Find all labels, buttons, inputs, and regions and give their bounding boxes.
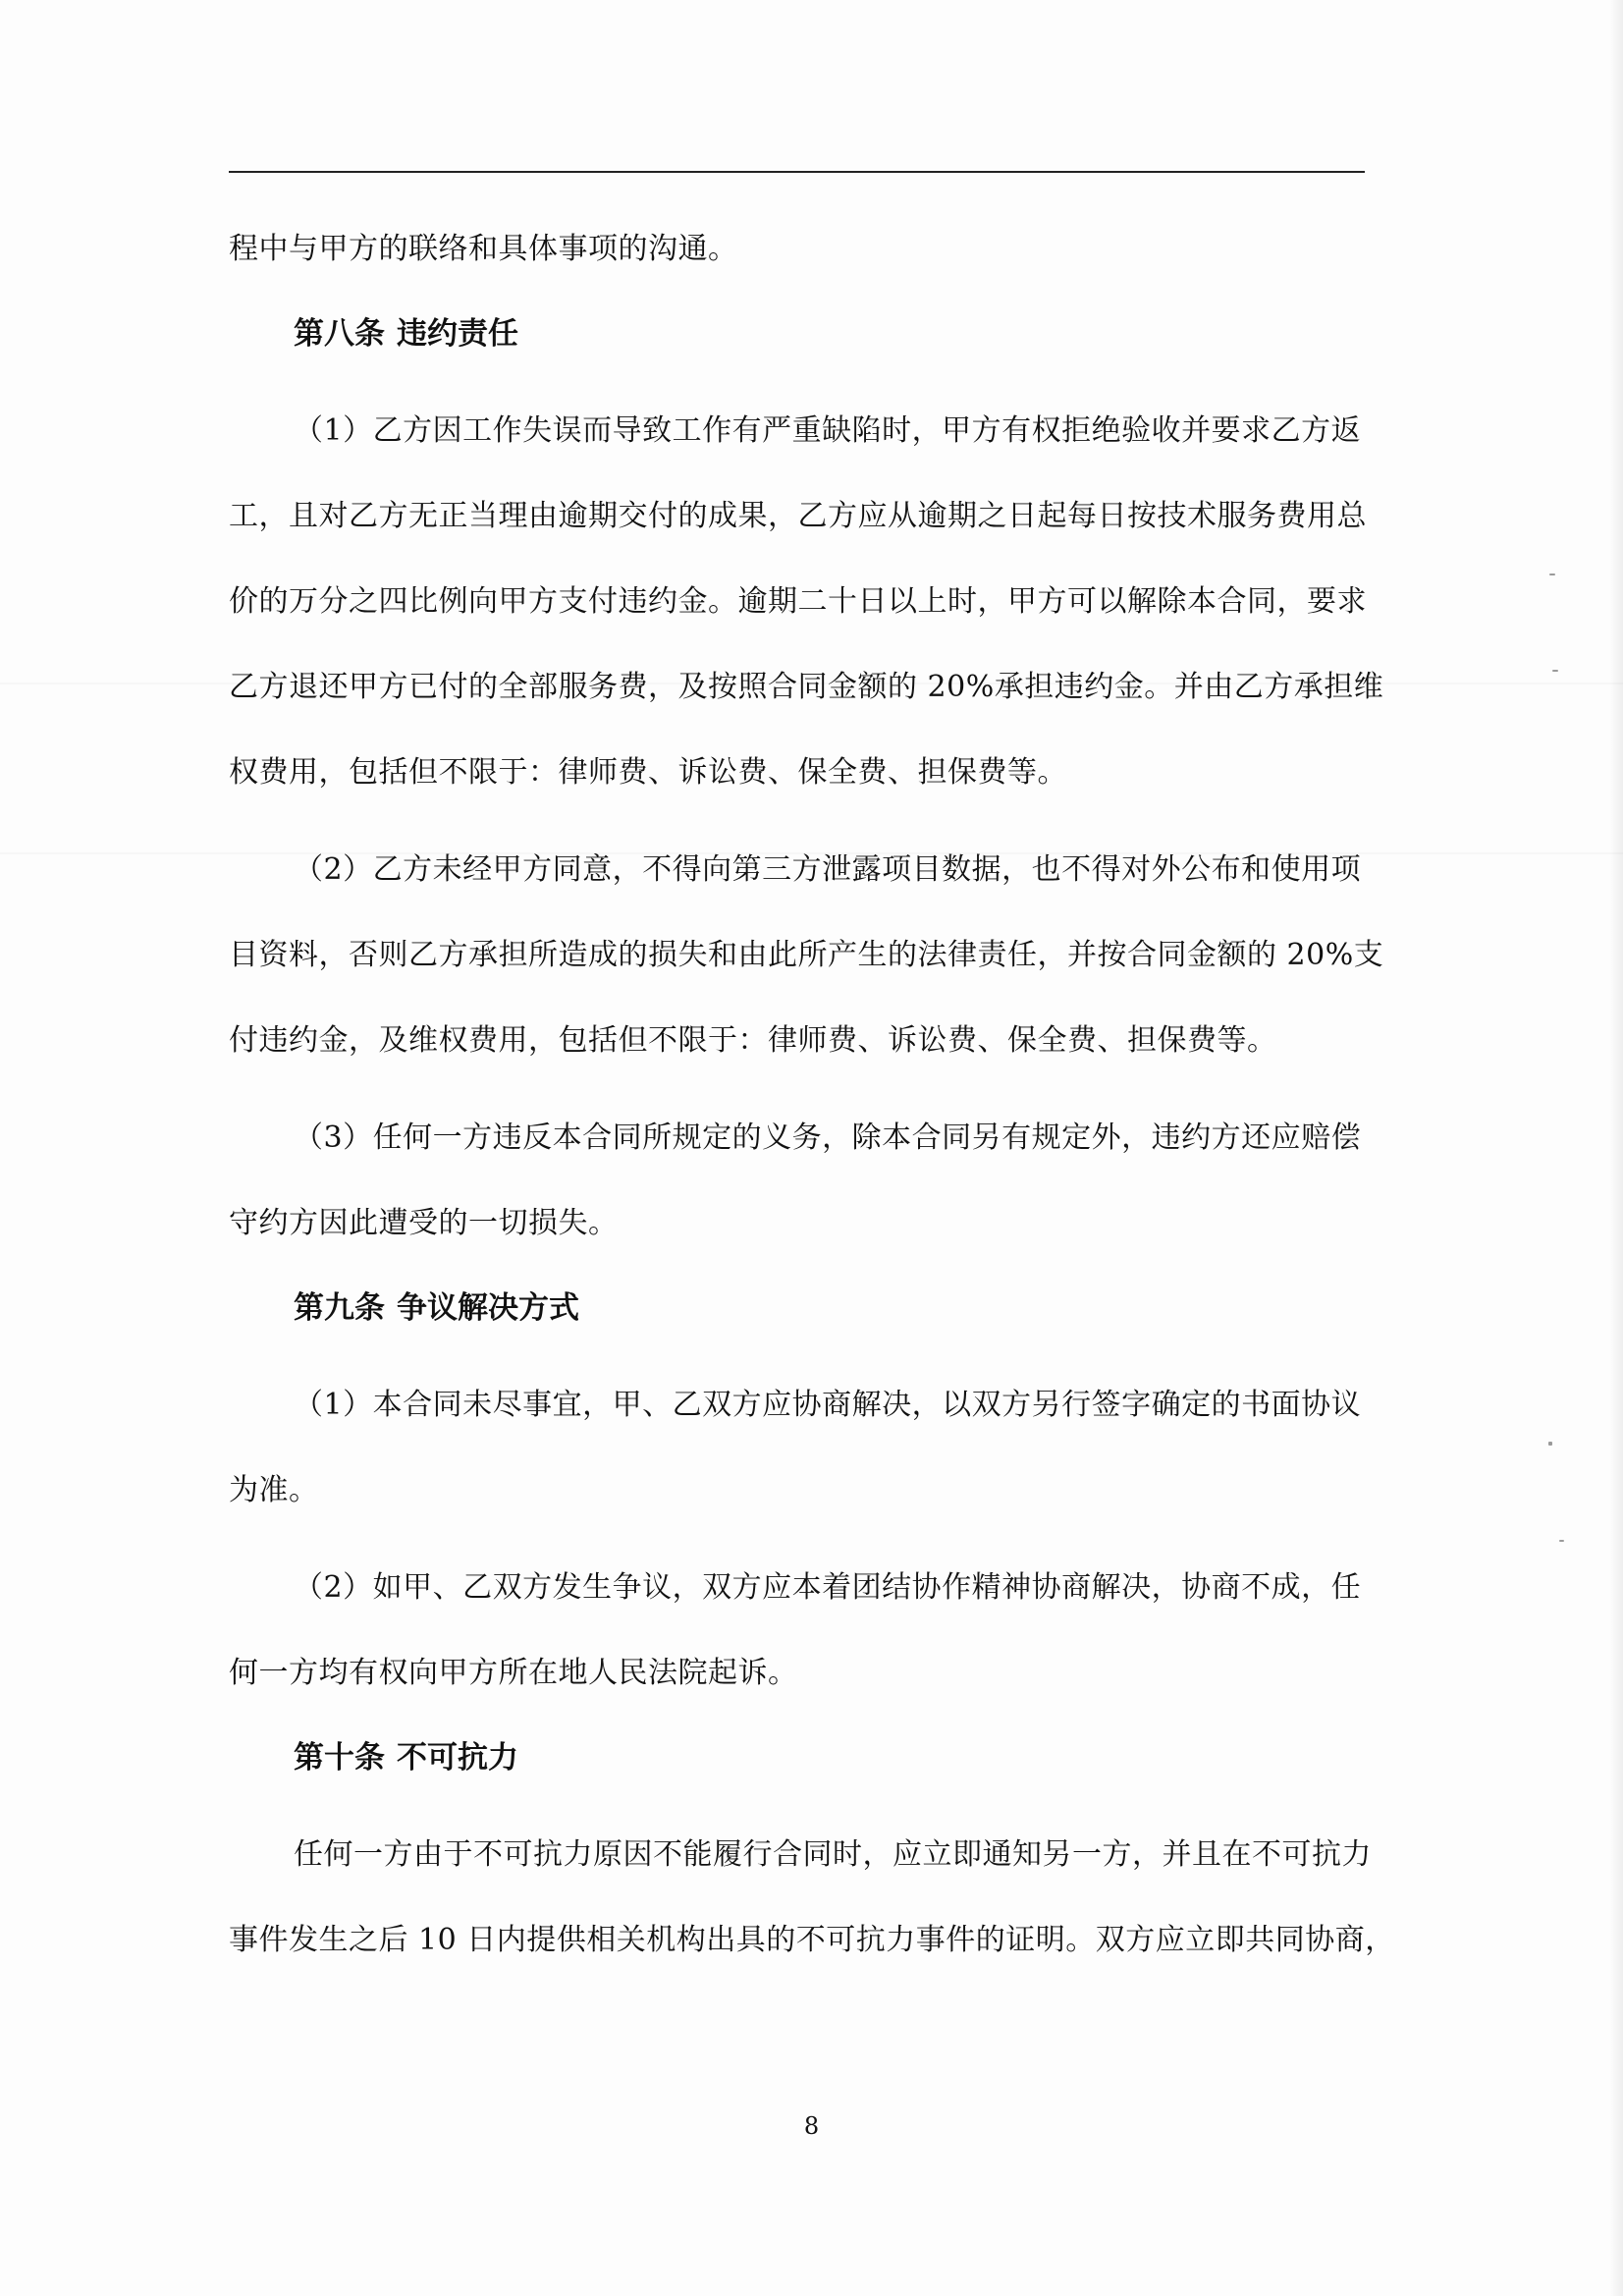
paragraph-line: 目资料，否则乙方承担所造成的损失和由此所产生的法律责任，并按合同金额的 20%支	[229, 938, 1384, 972]
scan-edge-shadow	[1609, 0, 1623, 2296]
page-number: 8	[803, 2112, 820, 2140]
article-8-number: 第八条	[294, 316, 385, 352]
paragraph-line: （1）乙方因工作失误而导致工作有严重缺陷时，甲方有权拒绝验收并要求乙方返	[294, 413, 1362, 448]
paragraph-line: 事件发生之后 10 日内提供相关机构出具的不可抗力事件的证明。双方应立即共同协商，	[229, 1923, 1395, 1957]
header-rule	[229, 171, 1365, 173]
paragraph-line: 为准。	[229, 1473, 319, 1507]
article-8-heading	[229, 292, 1368, 376]
scan-speck	[1559, 1540, 1564, 1542]
article-9-heading	[229, 1266, 1368, 1350]
article-10-paragraph-1	[229, 1812, 1395, 1983]
paragraph-line: 价的万分之四比例向甲方支付违约金。逾期二十日以上时，甲方可以解除本合同，要求	[229, 584, 1367, 619]
article-9-number: 第九条	[294, 1290, 385, 1326]
paragraph-line: （2）如甲、乙双方发生争议，双方应本着团结协作精神协商解决，协商不成，任	[294, 1570, 1362, 1605]
scan-speck	[1548, 1442, 1552, 1446]
paragraph-line: （1）本合同未尽事宜，甲、乙双方应协商解决，以双方另行签字确定的书面协议	[294, 1388, 1362, 1422]
paragraph-line: 工，且对乙方无正当理由逾期交付的成果，乙方应从逾期之日起每日按技术服务费用总	[229, 499, 1367, 533]
article-9-paragraph-1	[229, 1362, 1368, 1533]
article-9-paragraph-2	[229, 1545, 1368, 1716]
article-8-title: 违约责任	[397, 316, 518, 352]
paragraph-line: 何一方均有权向甲方所在地人民法院起诉。	[229, 1656, 798, 1690]
scan-speck	[1552, 670, 1558, 672]
paragraph-line: 守约方因此遭受的一切损失。	[229, 1206, 619, 1240]
continuation-line: 程中与甲方的联络和具体事项的沟通。	[229, 232, 738, 266]
paragraph-line: 权费用，包括但不限于：律师费、诉讼费、保全费、担保费等。	[229, 755, 1067, 790]
article-9-title: 争议解决方式	[397, 1290, 579, 1326]
paragraph-line: 付违约金，及维权费用，包括但不限于：律师费、诉讼费、保全费、担保费等。	[229, 1023, 1277, 1058]
scan-speck	[1549, 574, 1555, 575]
paragraph-line: （2）乙方未经甲方同意，不得向第三方泄露项目数据，也不得对外公布和使用项	[294, 852, 1362, 887]
page-body	[229, 206, 1395, 1983]
article-10-heading	[229, 1716, 1368, 1800]
paragraph-line: （3）任何一方违反本合同所规定的义务，除本合同另有规定外，违约方还应赔偿	[294, 1121, 1362, 1155]
paragraph-line: 任何一方由于不可抗力原因不能履行合同时，应立即通知另一方，并且在不可抗力	[294, 1837, 1372, 1872]
article-8-paragraph-2	[229, 827, 1384, 1083]
article-10-title: 不可抗力	[397, 1740, 518, 1776]
paragraph-line: 乙方退还甲方已付的全部服务费，及按照合同金额的 20%承担违约金。并由乙方承担维	[229, 670, 1384, 704]
article-8-paragraph-3	[229, 1095, 1368, 1266]
article-8-paragraph-1	[229, 388, 1384, 815]
article-10-number: 第十条	[294, 1740, 385, 1776]
